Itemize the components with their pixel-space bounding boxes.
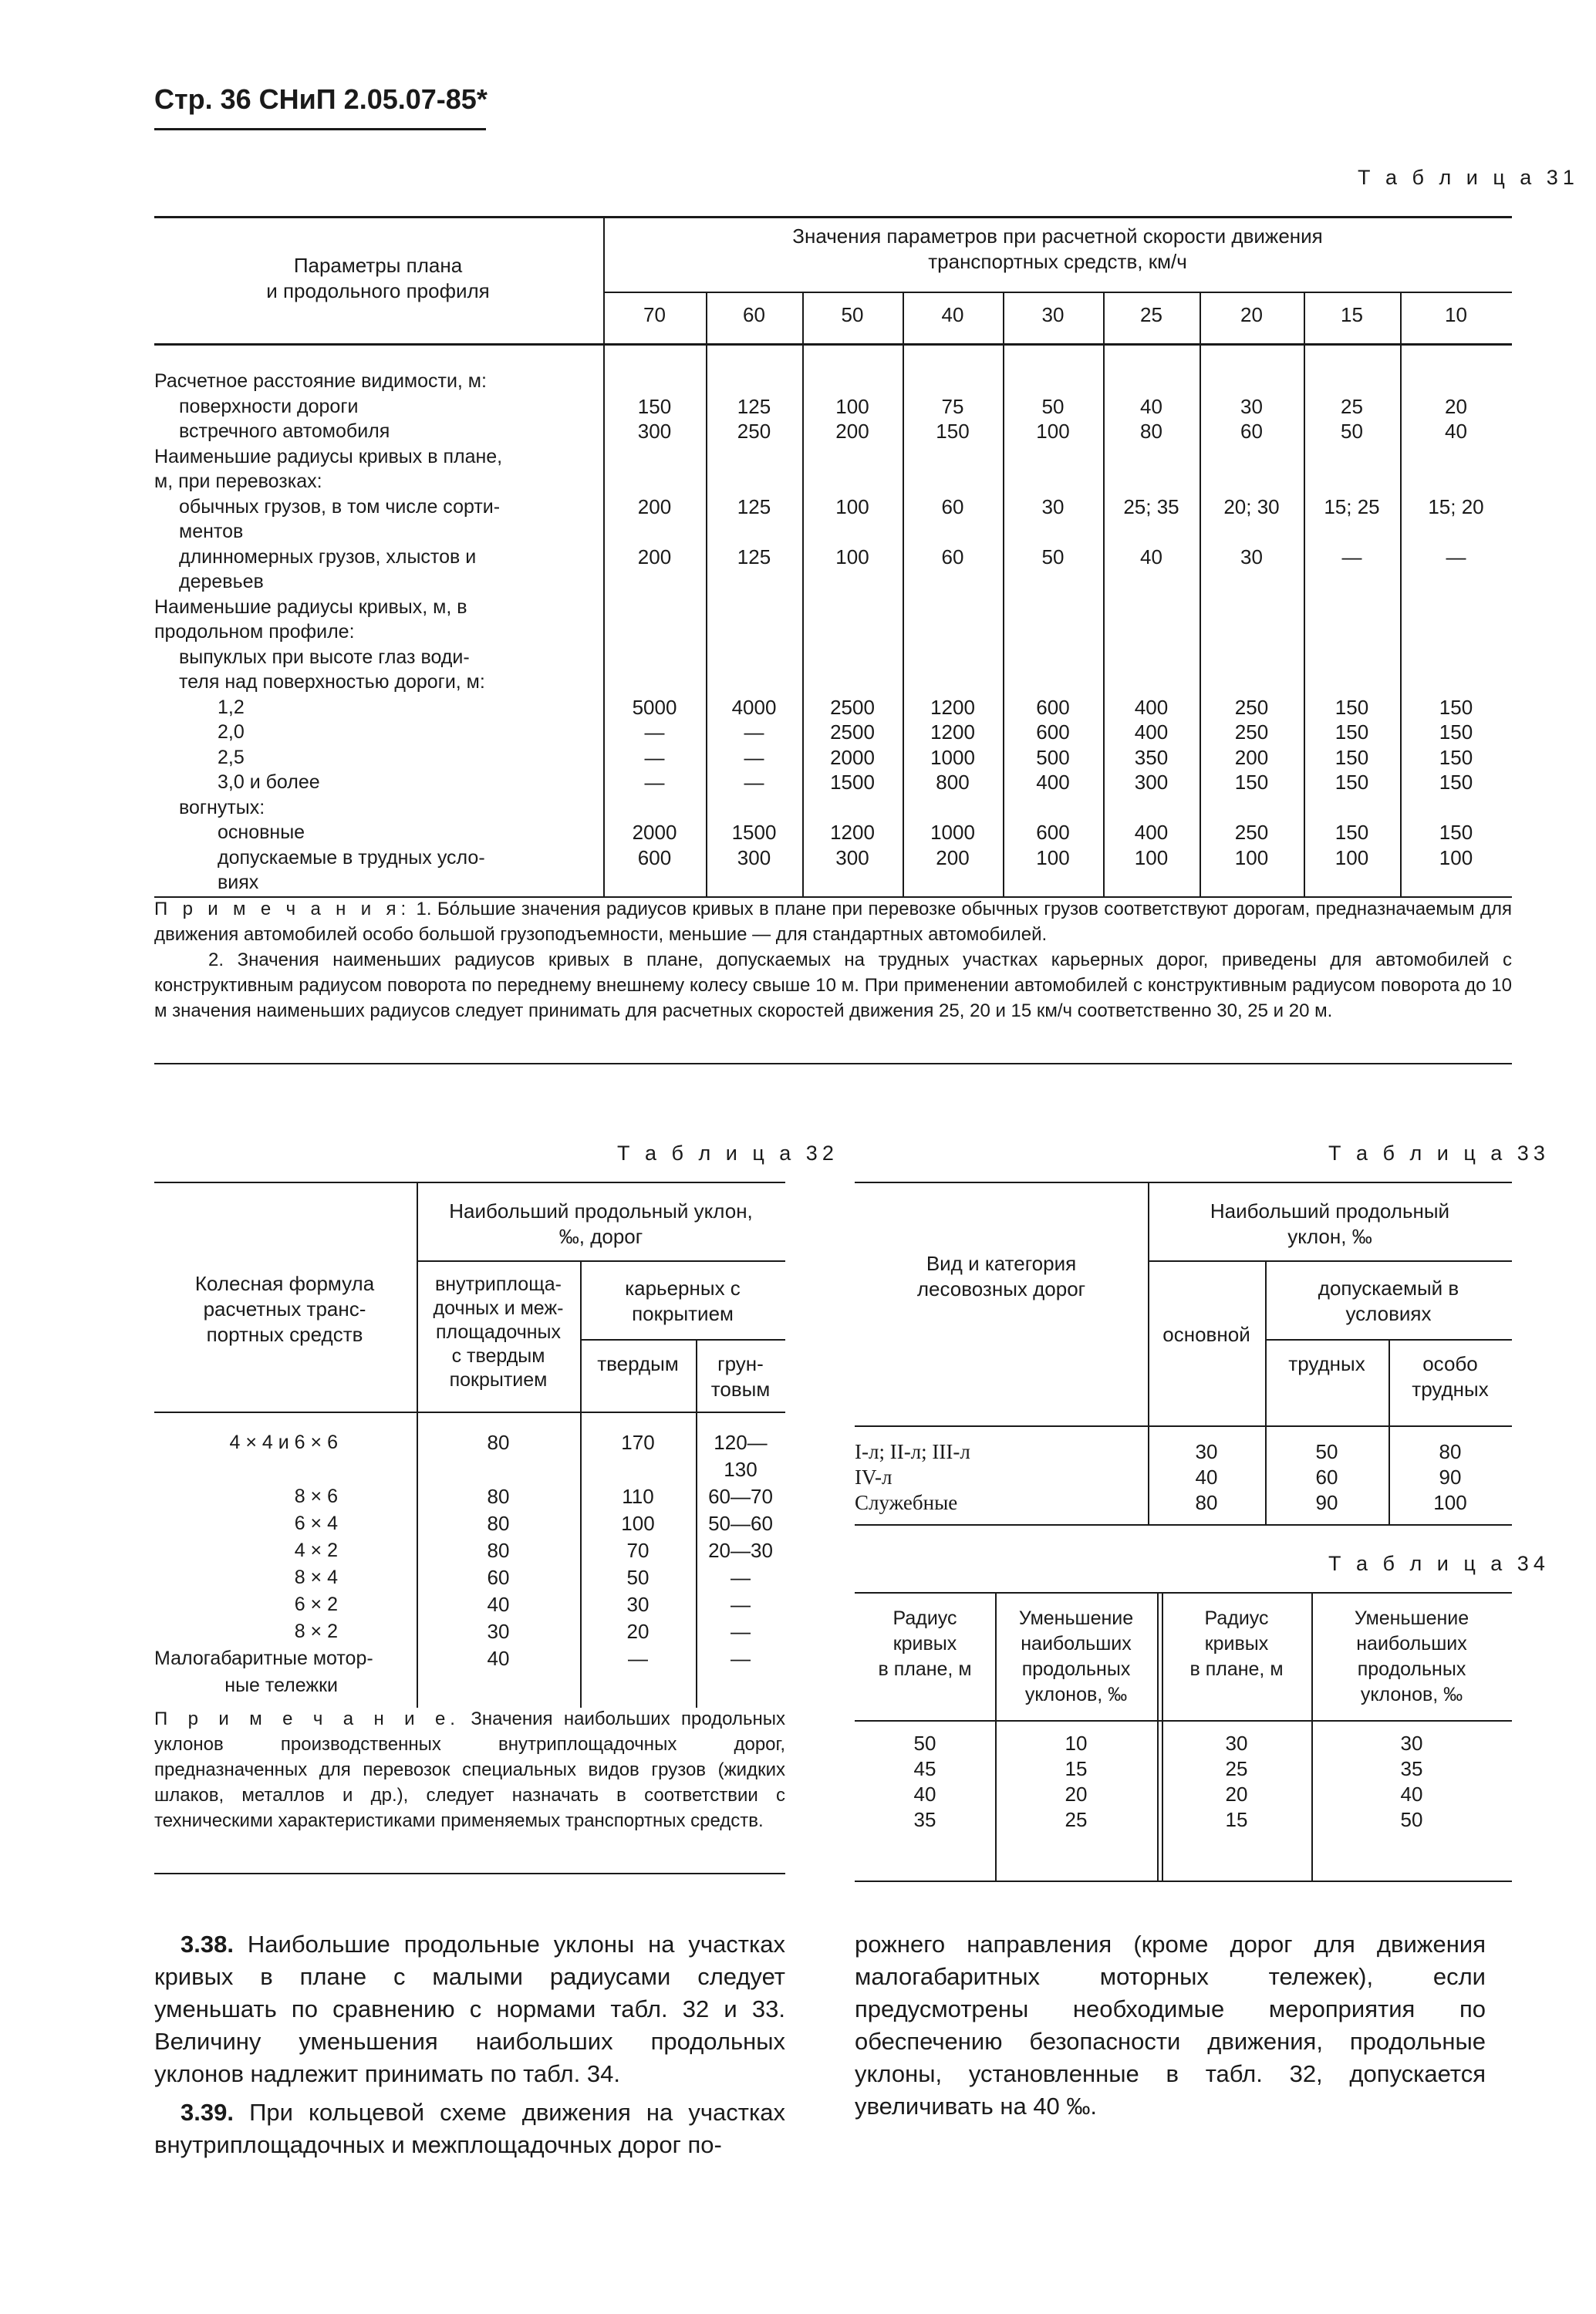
table31-notes-rule [154, 1063, 1512, 1064]
table31-row-label: основные [218, 821, 305, 843]
table33-cell: 90 [1439, 1466, 1462, 1489]
table31-cell: 1200 [830, 821, 875, 844]
table31-cell: 125 [737, 494, 771, 518]
table32-row-label: ные тележки [224, 1675, 338, 1696]
table31-speed-header: 30 [1041, 303, 1065, 326]
table31-cell: 2500 [830, 720, 875, 744]
table31-row-label: поверхности дороги [179, 395, 359, 417]
paragraph-3-38: 3.38. Наибольшие продольные уклоны на участках кривых в плане с малыми радиусами следует уменьшать по сравнению с нормами табл. 32 и 33. Величину уменьшения наибольших продольных уклонов надлежит принимать по табл. 34. [154, 1931, 785, 2087]
table31-cell: 1500 [731, 821, 777, 844]
table32-cell: 40 [487, 1647, 510, 1670]
table31-cell: 15; 20 [1428, 494, 1484, 518]
table31-row-label: допускаемые в трудных усло- [218, 846, 485, 869]
table31-cell: 60 [941, 494, 964, 518]
table31-cell: 500 [1036, 745, 1070, 769]
table31-vline [903, 293, 904, 896]
table34-cell: 35 [913, 1808, 936, 1831]
table34-cell: 20 [1065, 1783, 1088, 1806]
table31-speed-header: 20 [1240, 303, 1263, 326]
table31-row-label: вогнутых: [179, 796, 265, 818]
table31-cell: 40 [1140, 545, 1162, 568]
table33-top-rule [855, 1182, 1512, 1183]
table32-cell: 80 [487, 1512, 510, 1535]
table32-note-rule [154, 1873, 785, 1874]
table32-row-label: 6 × 4 [294, 1513, 338, 1534]
table31-cell: 50 [1041, 545, 1065, 568]
table32-row-label: 4 × 4 и 6 × 6 [229, 1432, 338, 1453]
table31-row-label: Расчетное расстояние видимости, м: [154, 370, 487, 392]
table31-row-label: ментов [179, 521, 244, 542]
table31-cell: — [644, 771, 665, 794]
table33-caption: Т а б л и ц а 33 [1328, 1142, 1550, 1165]
table34-head-radius-2: Радиус кривых в плане, м [1189, 1607, 1284, 1680]
table33-cell: 100 [1433, 1491, 1467, 1514]
table34-head-reduce-2: Уменьшение наибольших продольных уклонов, ‰ [1354, 1607, 1469, 1705]
table31-row-label: виях [218, 872, 259, 893]
table31-caption: Т а б л и ц а 31 [1358, 166, 1579, 189]
table33-head-allowed: допускаемый в условиях [1318, 1277, 1459, 1325]
table31-cell: — [744, 720, 764, 744]
table31-cell: 20; 30 [1223, 494, 1280, 518]
table31-row-label: Наименьшие радиусы кривых, м, в [154, 595, 467, 618]
table31-cell: — [1341, 545, 1362, 568]
table31-cell: 150 [1334, 720, 1369, 744]
table33-head-rule [1265, 1339, 1512, 1341]
table34-cell: 45 [913, 1757, 936, 1780]
table31-row-label: 3,0 и более [218, 771, 320, 793]
table31-cell: 100 [1134, 845, 1169, 869]
table32-head-bottom [154, 1412, 785, 1413]
table31-cell: 60 [1240, 420, 1263, 443]
table31-vline [1103, 293, 1105, 896]
table31-vline [802, 293, 804, 896]
table32-head-rule [580, 1339, 785, 1341]
table31-cell: 300 [737, 845, 771, 869]
table31-cell: 250 [1234, 821, 1269, 844]
table31-row-label: 2,5 [218, 746, 245, 768]
table31-row-label: деревьев [179, 571, 264, 592]
table33-head-rule [1148, 1260, 1512, 1262]
table32-cell: 130 [724, 1458, 758, 1481]
table34-cell: 15 [1225, 1808, 1248, 1831]
table31-cell: 4000 [731, 695, 777, 719]
table31-cell: — [644, 720, 665, 744]
table31-head-rule [154, 343, 1512, 346]
table34-top-rule [855, 1592, 1512, 1594]
table31-cell: 1000 [930, 745, 975, 769]
table31-cell: 150 [1334, 771, 1369, 794]
table31-cell: 100 [835, 545, 869, 568]
table33-cell: 80 [1439, 1440, 1462, 1463]
table31-cell: 150 [637, 394, 672, 418]
table34-head-radius-1: Радиус кривых в плане, м [878, 1607, 972, 1680]
table31-row-label: теля над поверхностью дороги, м: [179, 671, 485, 693]
table34-head-bottom [855, 1720, 1512, 1722]
table31-cell: 100 [1036, 420, 1070, 443]
table34-head-reduce-1: Уменьшение наибольших продольных уклонов, ‰ [1018, 1607, 1134, 1705]
table31-cell: — [744, 745, 764, 769]
table31-speed-header: 50 [841, 303, 864, 326]
table31-cell: 25; 35 [1123, 494, 1179, 518]
table31-cell: 2000 [830, 745, 875, 769]
table33-cell: 80 [1195, 1491, 1218, 1514]
table31-speed-header: 60 [743, 303, 765, 326]
table31-head-param: Параметры плана и продольного профиля [266, 254, 490, 302]
table32-cell: — [731, 1647, 751, 1670]
table31-cell: 400 [1134, 821, 1169, 844]
table32-head-soil: грун- товым [710, 1352, 771, 1401]
table31-cell: 60 [941, 545, 964, 568]
table32-row-label: 8 × 2 [294, 1621, 338, 1642]
table31-cell: 30 [1240, 545, 1263, 568]
table32-cell: 40 [487, 1593, 510, 1616]
table32-note: П р и м е ч а н и е. Значения наибольших продольных уклонов производственных внутриплощадочных дорог, предназначенных для перевозок специальных видов грузов (жидких шлаков, металлов и др.), следует назначать в соответствии с техническими характеристиками применяемых транспортных средств. [154, 1709, 786, 1831]
table31-cell: 250 [1234, 720, 1269, 744]
table32-cell: 170 [621, 1431, 655, 1454]
table31-row-label: встречного автомобиля [179, 420, 390, 442]
table31-cell: 75 [941, 394, 964, 418]
table34-cell: 15 [1065, 1757, 1088, 1780]
table31-cell: 150 [1234, 771, 1269, 794]
table31-cell: 300 [1134, 771, 1169, 794]
table33-head-basic: основной [1162, 1323, 1250, 1346]
table32-row-label: 4 × 2 [294, 1540, 338, 1561]
table31-cell: 15; 25 [1324, 494, 1380, 518]
table32-head-quarry: карьерных с покрытием [625, 1277, 741, 1325]
table32-cell: 30 [626, 1593, 650, 1616]
table31-cell: 100 [835, 494, 869, 518]
table34-cell: 10 [1065, 1732, 1088, 1755]
table31-cell: 2500 [830, 695, 875, 719]
table34-vline [1157, 1594, 1159, 1881]
table32-head-hard: твердым [597, 1352, 679, 1375]
table31-speed-header: 70 [643, 303, 666, 326]
table34-cell: 50 [1400, 1808, 1423, 1831]
table33-head-bottom [855, 1425, 1512, 1427]
table33-cell: 50 [1315, 1440, 1338, 1463]
table32-cell: 20—30 [708, 1539, 773, 1562]
table31-speed-header: 40 [941, 303, 964, 326]
table33-head-hard: трудных [1288, 1352, 1365, 1375]
table31-cell: 150 [1439, 771, 1473, 794]
table31-cell: 300 [835, 845, 869, 869]
table31-cell: 150 [1334, 821, 1369, 844]
table31-cell: 200 [835, 420, 869, 443]
table32-cell: 100 [621, 1512, 655, 1535]
table31-cell: 150 [936, 420, 970, 443]
table31-cell: 150 [1439, 695, 1473, 719]
table34-cell: 25 [1225, 1757, 1248, 1780]
table31-cell: 80 [1140, 420, 1162, 443]
table31-cell: 400 [1134, 695, 1169, 719]
table33-cell: 30 [1195, 1440, 1218, 1463]
table31-row-label: обычных грузов, в том числе сорти- [179, 495, 501, 518]
table31-cell: 1200 [930, 720, 975, 744]
table31-cell: 400 [1036, 771, 1070, 794]
table33-head-main: Наибольший продольный уклон, ‰ [1210, 1199, 1450, 1248]
table31-cell: 40 [1445, 420, 1467, 443]
table31-cell: — [644, 745, 665, 769]
table31-cell: 350 [1134, 745, 1169, 769]
table31-note2: 2. Значения наименьших радиусов кривых в плане, допускаемых на трудных участках карьерных дорог, приведены для автомобилей с конструктивным радиусом поворота по переднему внешнему колесу свыше 10 м. При применении автомобилей с конструктивным радиусом поворота до 10 м значения наименьших радиусов следует принимать для расчетных скоростей движения 25, 20 и 15 км/ч соответственно 30, 25 и 20 м. [154, 950, 1512, 1021]
table31-cell: 1500 [830, 771, 875, 794]
table34-cell: 40 [1400, 1783, 1423, 1806]
table31-cell: 600 [1036, 720, 1070, 744]
table31-cell: 50 [1341, 420, 1363, 443]
table34-cell: 40 [913, 1783, 936, 1806]
table31-cell: 250 [737, 420, 771, 443]
table31-vline [1003, 293, 1004, 896]
table32-cell: 120— [714, 1431, 768, 1454]
table33-cell: 60 [1315, 1466, 1338, 1489]
table31-cell: 40 [1140, 394, 1162, 418]
table31-cell: 50 [1041, 394, 1065, 418]
table32-head-rule [417, 1260, 785, 1262]
table31-cell: 250 [1234, 695, 1269, 719]
table33-cell: 40 [1195, 1466, 1218, 1489]
table32-row-label: Малогабаритные мотор- [154, 1648, 373, 1669]
paragraph-3-39: 3.39. При кольцевой схеме движения на участках внутриплощадочных и межплощадочных дорог по- [154, 2099, 785, 2158]
table31-cell: 600 [1036, 821, 1070, 844]
table32-row-label: 8 × 4 [294, 1567, 338, 1588]
table31-cell: 150 [1439, 720, 1473, 744]
table31-cell: 125 [737, 394, 771, 418]
table33-row-label: Служебные [855, 1491, 958, 1514]
table32-caption: Т а б л и ц а 32 [617, 1142, 838, 1165]
table32-row-label: 8 × 6 [294, 1486, 338, 1507]
table34-bottom-rule [855, 1881, 1512, 1882]
table31-cell: 30 [1240, 394, 1263, 418]
table33-row-label: I-л; II-л; III-л [855, 1440, 970, 1463]
table32-cell: — [628, 1647, 648, 1670]
table32-cell: — [731, 1620, 751, 1643]
table32-cell: 20 [626, 1620, 650, 1643]
table31-cell: 5000 [632, 695, 677, 719]
table31-head-values: Значения параметров при расчетной скорости движения транспортных средств, км/ч [792, 224, 1323, 273]
table31-speed-header: 25 [1140, 303, 1162, 326]
page-header: Стр. 36 СНиП 2.05.07-85* [154, 83, 488, 115]
table32-head-inner: внутриплоща- дочных и меж- площадочных с твердым покрытием [433, 1273, 564, 1391]
table31-cell: 100 [1334, 845, 1369, 869]
table31-speed-header: 15 [1341, 303, 1363, 326]
table31-note1: П р и м е ч а н и я: 1. Бо́льшие значения радиусов кривых в плане при перевозке обычных грузов соответствуют дорогам, предназначаемым для движения автомобилей особо большой грузоподъемности, меньшие — для стандартных автомобилей. [154, 899, 1512, 945]
table31-row-label: длинномерных грузов, хлыстов и [179, 545, 477, 568]
table31-cell: 600 [637, 845, 672, 869]
table31-cell: 25 [1341, 394, 1363, 418]
table32-cell: 30 [487, 1620, 510, 1643]
table34-cell: 50 [913, 1732, 936, 1755]
table31-cell: 800 [936, 771, 970, 794]
paragraph-3-39-continued: рожнего направления (кроме дорог для движения малогабаритных моторных тележек), если предусмотрены необходимые мероприятия по обеспечению безопасности движения, продольные уклоны, установленные в табл. 32, допускается увеличивать на 40 ‰. [855, 1931, 1486, 2120]
table33-head-very: особо трудных [1412, 1352, 1489, 1401]
table33-cell: 90 [1315, 1491, 1338, 1514]
table32-cell: 80 [487, 1431, 510, 1454]
table31-cell: 20 [1445, 394, 1467, 418]
table31-row-label: Наименьшие радиусы кривых в плане, [154, 445, 503, 467]
table32-cell: 50 [626, 1566, 650, 1589]
table31-row-label: 2,0 [218, 721, 245, 743]
table32-cell: — [731, 1566, 751, 1589]
table32-cell: 50—60 [708, 1512, 773, 1535]
table34-cell: 20 [1225, 1783, 1248, 1806]
table32-top-rule [154, 1182, 785, 1183]
table31-cell: 300 [637, 420, 672, 443]
table32-cell: 80 [487, 1485, 510, 1508]
table32-head-main: Наибольший продольный уклон, ‰, дорог [449, 1199, 753, 1248]
table32-cell: 70 [626, 1539, 650, 1562]
table31-cell: 125 [737, 545, 771, 568]
table31-cell: 100 [835, 394, 869, 418]
table33-bottom-rule [855, 1524, 1512, 1526]
table32-row-label: 6 × 2 [294, 1594, 338, 1615]
table31-cell: 1200 [930, 695, 975, 719]
table31-row-label: 1,2 [218, 696, 245, 718]
table31-cell: 150 [1439, 745, 1473, 769]
table31-speed-header: 10 [1445, 303, 1467, 326]
table34-caption: Т а б л и ц а 34 [1328, 1552, 1550, 1575]
table31-cell: 150 [1439, 821, 1473, 844]
table31-cell: 200 [637, 494, 672, 518]
table31-vline [1400, 293, 1402, 896]
table31-cell: 100 [1036, 845, 1070, 869]
table32-cell: — [731, 1593, 751, 1616]
table33-row-label: IV-л [855, 1466, 892, 1489]
table31-cell: 1000 [930, 821, 975, 844]
table31-top-rule [154, 216, 1512, 218]
table31-row-label: продольном профиле: [154, 621, 355, 643]
table32-cell: 80 [487, 1539, 510, 1562]
table32-cell: 60 [487, 1566, 510, 1589]
header-rule [154, 128, 486, 130]
table31-cell: 2000 [632, 821, 677, 844]
table31-cell: 600 [1036, 695, 1070, 719]
table31-cell: 30 [1041, 494, 1065, 518]
table31-vline [706, 293, 707, 896]
table31-cell: 100 [1234, 845, 1269, 869]
table31-cell: — [744, 771, 764, 794]
table34-cell: 35 [1400, 1757, 1423, 1780]
table32-cell: 110 [622, 1485, 654, 1508]
table32-cell: 60—70 [708, 1485, 773, 1508]
table31-cell: 150 [1334, 745, 1369, 769]
table31-speed-rule [603, 292, 1512, 293]
table31-row-label: м, при перевозках: [154, 471, 322, 492]
table31-cell: 100 [1439, 845, 1473, 869]
table34-cell: 25 [1065, 1808, 1088, 1831]
table33-head-kind: Вид и категория лесовозных дорог [916, 1252, 1086, 1300]
table31-cell: 200 [936, 845, 970, 869]
table31-cell: 400 [1134, 720, 1169, 744]
table31-cell: — [1446, 545, 1466, 568]
table31-vline [1304, 293, 1305, 896]
table31-cell: 200 [1234, 745, 1269, 769]
table31-cell: 200 [637, 545, 672, 568]
table34-cell: 30 [1225, 1732, 1248, 1755]
table32-head-formula: Колесная формула расчетных транс- портных средств [194, 1272, 375, 1346]
table31-vline [1200, 293, 1201, 896]
table31-row-label: выпуклых при высоте глаз води- [179, 646, 470, 668]
table34-cell: 30 [1400, 1732, 1423, 1755]
table31-cell: 150 [1334, 695, 1369, 719]
